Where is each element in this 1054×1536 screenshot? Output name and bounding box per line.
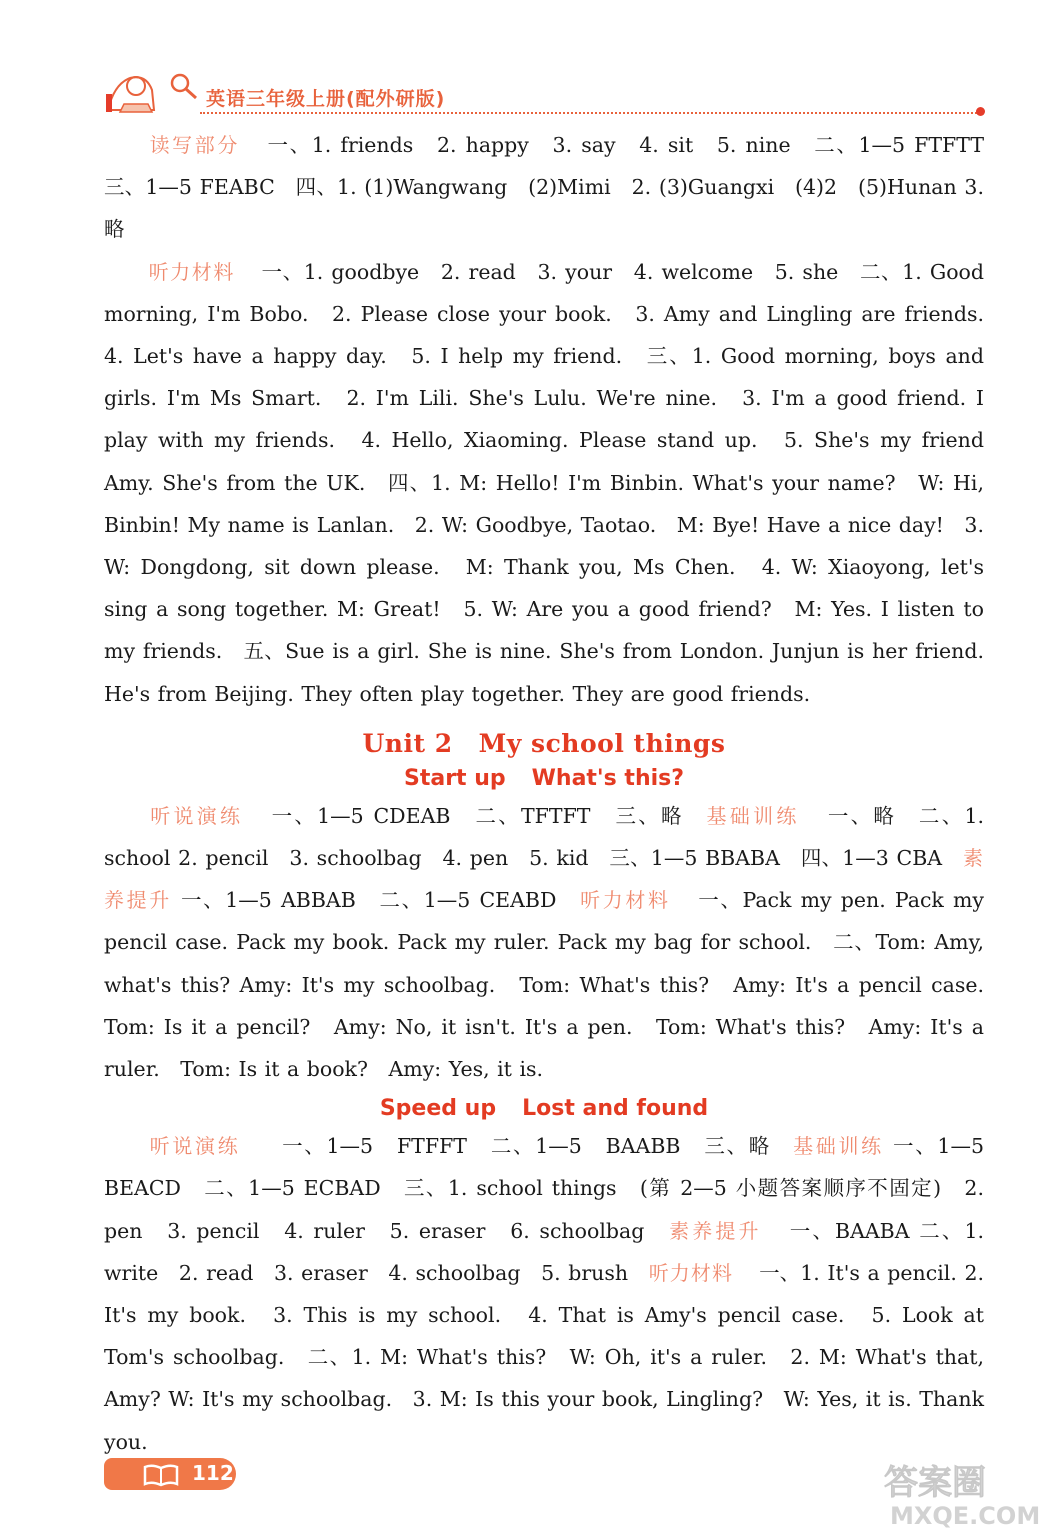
header-dot — [976, 107, 985, 116]
answer-text: 一、1. goodbye 2. read 3. your 4. welcome 5. she 二、1. Good morning, I'm Bobo. 2. Please close your book. 3. Amy and Lingling are friends. 4. Let's have a happy day. 5. I help my friend. 三、1. Good morning, boys and girls. I'm Ms Smart. 2. I'm Lili. She's Lulu. We're nine. 3. I'm a good friend. I play with my friends. 4. Hello, Xiaoming. Please stand up. 5. She's my friend Amy. She's from the UK. 四、1. M: Hello! I'm Binbin. What's your name? W: Hi, Binbin! My name is Lanlan. 2. W: Goodbye, Taotao. M: Bye! Have a nice day! 3. W: Dongdong, sit down please. M: Thank you, Ms Chen. 4. W: Xiaoyong, let's sing a song together. M: Great! 5. W: Are you a good friend? M: Yes. I listen to my friends. 五、Sue is a girl. She is nine. She's from London. Junjun is her friend. He's from Beijing. They often play together. They are good friends. — [104, 259, 984, 706]
answer-text: 一、1. It's a pencil. 2. It's my book. 3. This is my school. 4. That is Amy's pencil case. 5. Look at Tom's schoolbag. 二、1. M: What's this? W: Oh, it's a ruler. 2. M: What's that, Amy? W: It's my schoolbag. 3. M: Is this your book, Lingling? W: Yes, it is. Thank you. — [104, 1260, 985, 1454]
header-divider — [200, 112, 980, 114]
section-tag: 基础训练 — [793, 1134, 884, 1159]
answer-text: 一、1. friends 2. happy 3. say 4. sit 5. nine 二、1—5 FTFTT 三、1—5 FEABC 四、1. (1)Wangwang (2)Mimi 2. (3)Guangxi (4)2 (5)Hunan 3. 略 — [104, 133, 984, 242]
speed-up-answers — [104, 1125, 984, 1463]
lesson-label: Speed up — [379, 1096, 497, 1122]
svg-text:MXQE.COM: MXQE.COM — [890, 1502, 1041, 1530]
section-tag: 听力材料 — [648, 1260, 734, 1285]
section-tag: 基础训练 — [706, 803, 800, 828]
answer-text: 一、1—5 ABBAB 二、1—5 CEABD — [181, 888, 581, 913]
book-icon — [142, 1463, 180, 1487]
page-number-badge — [104, 1458, 236, 1490]
section-tag: 听力材料 — [148, 259, 235, 284]
section-tag: 听说演练 — [148, 1134, 241, 1159]
unit-label: Unit 2 — [362, 728, 453, 758]
answer-text: 一、Pack my pen. Pack my pencil case. Pack my book. Pack my ruler. Pack my bag for school. 二、Tom: Amy, what's this? Amy: It's my schoolbag. Tom: What's this? Amy: It's a pencil case. Tom: Is it a pencil? Amy: No, it isn't. It's a pen. Tom: What's this? Amy: It's a ruler. Tom: Is it a book? Amy: Yes, it is. — [104, 888, 1005, 1082]
answer-content — [104, 124, 1005, 1463]
section-tag: 读写部分 — [148, 133, 240, 157]
listening-material — [104, 251, 984, 715]
watermark-logo-icon — [862, 1454, 1042, 1530]
magnifier-icon — [168, 72, 200, 102]
unit-heading — [104, 729, 984, 758]
reading-writing-answers — [104, 124, 984, 251]
answer-text: 一、BAABA 二、1. write 2. read 3. eraser 4. schoolbag 5. brush — [104, 1218, 985, 1285]
answer-text: 一、1—5 BEACD 二、1—5 ECBAD 三、1. school things (第 2—5 小题答案顺序不固定) 2. pen 3. pencil 4. ruler 5. eraser 6. schoolbag — [104, 1134, 985, 1243]
answer-text: 一、1—5 CDEAB 二、TFTFT 三、略 — [269, 803, 707, 828]
start-up-answers — [104, 795, 1005, 1090]
lesson-title: Lost and found — [522, 1096, 709, 1122]
section-tag: 听力材料 — [580, 888, 671, 913]
section-tag: 素养提升 — [104, 846, 984, 913]
lesson-label: Start up — [403, 765, 506, 791]
page-footer — [104, 1458, 234, 1492]
lesson-title: What's this? — [531, 765, 684, 791]
unit-title: My school things — [478, 728, 726, 758]
site-watermark — [862, 1454, 1042, 1530]
answer-text: 一、略 二、1. school 2. pencil 3. schoolbag 4. pen 5. kid 三、1—5 BBABA 四、1—3 CBA — [104, 803, 985, 871]
section-tag: 听说演练 — [148, 803, 244, 828]
lesson-heading — [104, 766, 984, 791]
answer-text: 一、1—5 FTFFT 二、1—5 BAABB 三、略 — [280, 1134, 794, 1159]
lesson-heading — [104, 1096, 984, 1121]
book-title: 英语三年级上册(配外研版) — [206, 88, 446, 110]
section-tag: 素养提升 — [669, 1218, 762, 1243]
page-header — [100, 64, 990, 118]
page-number: 112 — [192, 1461, 234, 1485]
svg-text:答案圈: 答案圈 — [884, 1463, 986, 1503]
